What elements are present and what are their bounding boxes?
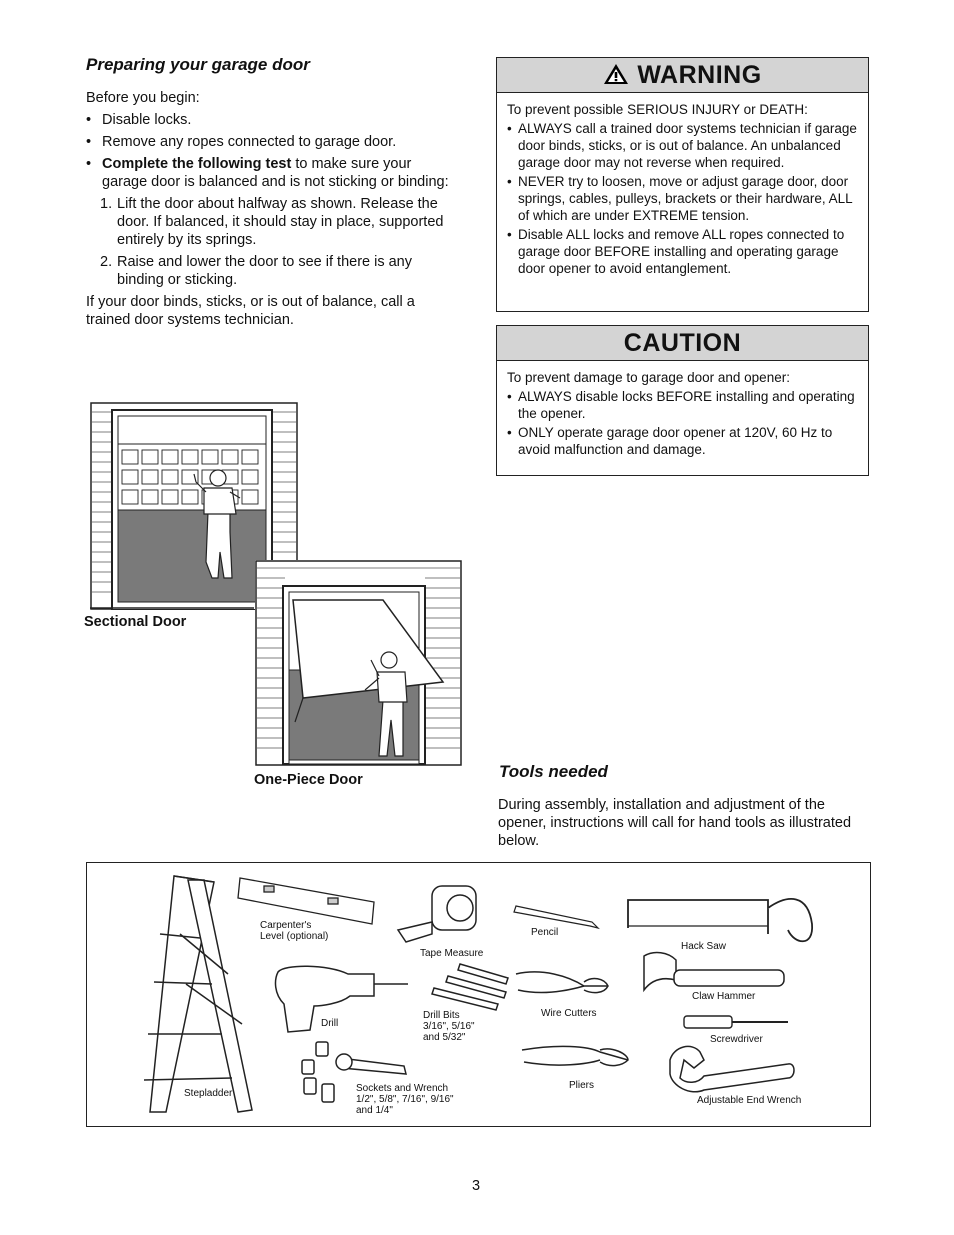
screwdriver-icon [684, 1016, 788, 1028]
drill-bits-icon [432, 964, 508, 1010]
drill-icon [276, 966, 408, 1032]
label-pliers: Pliers [569, 1080, 595, 1091]
claw-hammer-icon [644, 953, 784, 990]
one-piece-door-illustration [255, 560, 462, 766]
warning-item-3: • Disable ALL locks and remove ALL ropes connected to garage door BEFORE installing and operating garage door opener to avoid entanglement. [507, 227, 845, 276]
hack-saw-icon [628, 899, 812, 941]
caution-box [496, 325, 869, 476]
tools-title: Tools needed [499, 762, 608, 781]
caution-item-1: • ALWAYS disable locks BEFORE installing and operating the opener. [507, 389, 855, 421]
label-level: Carpenter's Level (optional) [260, 920, 329, 942]
warning-box [496, 57, 869, 312]
label-claw-hammer: Claw Hammer [692, 991, 756, 1002]
one-piece-door-label: One-Piece Door [254, 772, 363, 788]
sectional-door-label: Sectional Door [84, 614, 187, 630]
caution-header [497, 326, 868, 361]
label-wire-cutters: Wire Cutters [541, 1008, 597, 1019]
adjustable-wrench-icon [670, 1046, 794, 1091]
pliers-icon [522, 1046, 628, 1065]
warning-item-2: • NEVER try to loosen, move or adjust garage door, door springs, cables, pulleys, brackets or their hardware, ALL of which are under EXTREME tension. [507, 174, 853, 223]
prep-bullet-1: • Disable locks. [86, 112, 192, 128]
label-drill-bits: Drill Bits 3/16", 5/16" and 5/32" [423, 1010, 475, 1043]
pencil-icon [514, 906, 598, 928]
carpenters-level-icon [238, 878, 374, 924]
prep-bullet-3: • Complete the following test to make sure your garage door is balanced and is not sticking or binding: [86, 156, 449, 190]
caution-title: CAUTION [623, 329, 742, 357]
tape-measure-icon [398, 886, 476, 942]
warning-triangle-icon [603, 63, 629, 85]
label-drill: Drill [321, 1018, 339, 1029]
label-tape-measure: Tape Measure [420, 948, 484, 959]
prep-closing: If your door binds, sticks, or is out of balance, call a trained door systems technician. [86, 294, 415, 328]
label-adjustable-wrench: Adjustable End Wrench [697, 1095, 802, 1106]
warning-item-1: • ALWAYS call a trained door systems technician if garage door binds, sticks, or is out of balance. An unbalanced garage door may not reverse when required. [507, 121, 857, 170]
prep-bullet-2: • Remove any ropes connected to garage door. [86, 134, 397, 150]
wire-cutters-icon [516, 972, 608, 993]
prep-title: Preparing your garage door [86, 55, 310, 74]
label-pencil: Pencil [531, 927, 559, 938]
warning-header [497, 58, 868, 93]
warning-title: WARNING [637, 61, 762, 89]
page-number: 3 [472, 1178, 481, 1194]
prep-body [86, 89, 451, 329]
label-hack-saw: Hack Saw [681, 941, 727, 952]
warning-intro: To prevent possible SERIOUS INJURY or DEATH: [507, 102, 808, 117]
label-stepladder: Stepladder [184, 1088, 233, 1099]
stepladder-icon [144, 876, 252, 1112]
prep-intro: Before you begin: [86, 90, 200, 106]
label-screwdriver: Screwdriver [710, 1034, 763, 1045]
label-sockets: Sockets and Wrench 1/2", 5/8", 7/16", 9/16" and 1/4" [356, 1083, 454, 1116]
prep-step-1: 1. Lift the door about halfway as shown. Release the door. If balanced, it should stay in place, supported entirely by its springs. [100, 196, 444, 248]
caution-item-2: • ONLY operate garage door opener at 120V, 60 Hz to avoid malfunction and damage. [507, 425, 833, 457]
caution-intro: To prevent damage to garage door and opener: [507, 370, 790, 385]
tools-intro: During assembly, installation and adjustment of the opener, instructions will call for hand tools as illustrated below. [498, 797, 852, 849]
prep-step-2: 2. Raise and lower the door to see if there is any binding or sticking. [100, 254, 412, 288]
